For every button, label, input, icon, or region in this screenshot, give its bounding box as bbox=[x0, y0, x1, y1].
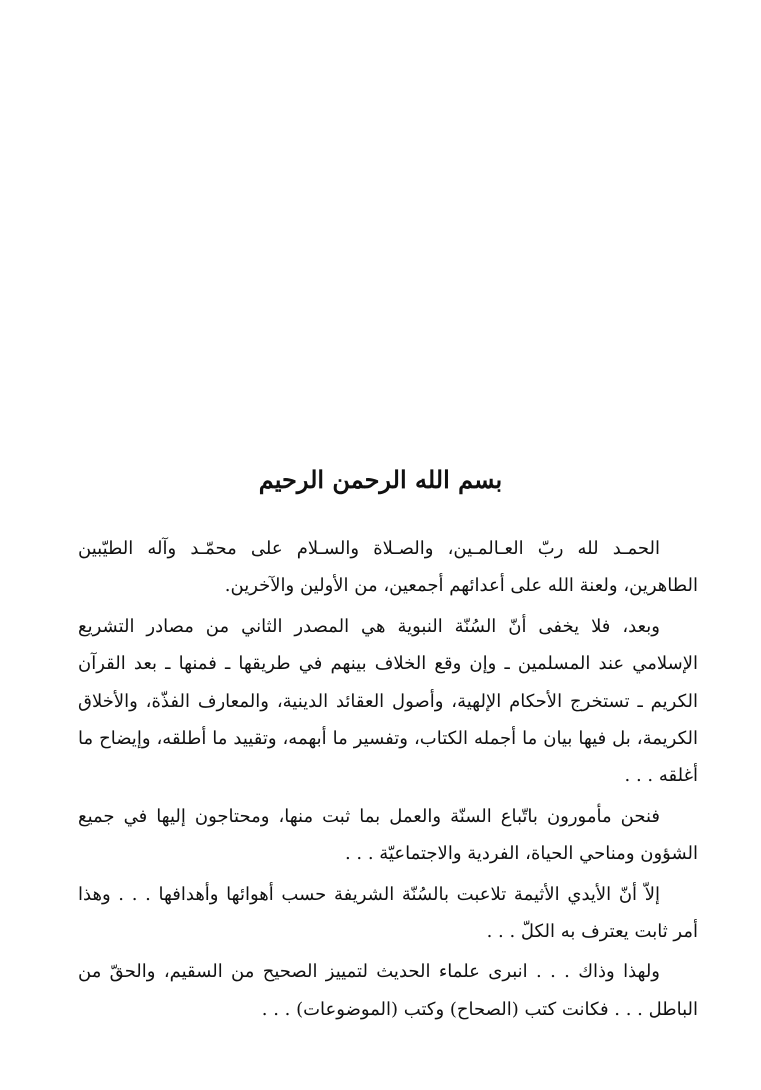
basmala-heading: بسم الله الرحمن الرحيم bbox=[258, 465, 503, 494]
paragraph-hadith-scholars: ولهذا وذاك . . . انبرى علماء الحديث لتمييز الصحيح من السقيم، والحقّ من الباطل . . . فكانت كتب (الصحاح) وكتب (الموضوعات) . . . bbox=[78, 961, 698, 1020]
paragraph-tampering: إلاّ أنّ الأيدي الأثيمة تلاعبت بالسُنّة الشريفة حسب أهوائها وأهدافها . . . وهذا أمر ثابت يعترف به الكلّ . . . bbox=[78, 883, 698, 943]
body-text bbox=[78, 530, 698, 1028]
paragraph-sunnah-source: وبعد، فلا يخفى أنّ السُنّة النبوية هي المصدر الثاني من مصادر التشريع الإسلامي عند المسلمين ـ وإن وقع الخلاف بينهم في طريقها ـ فمنها ـ بعد القرآن الكريم ـ تستخرج الأحكام الإلهية، وأصول العقائد الدينية، والمعارف الفذّة، والأخلاق الكريمة، بل فيها بيان ما أجمله الكتاب، وتفسير ما أبهمه، وتقييد ما أطلقه، وإيضاح ما أغلقه . . . bbox=[78, 615, 698, 787]
paragraph-opening-praise: الحمـد لله ربّ العـالمـين، والصـلاة والسـلام على محمّـد وآله الطيّبين الطاهرين، ولعنة الله على أعدائهم أجمعين، من الأولين والآخرين. bbox=[78, 538, 698, 597]
paragraph-following-sunnah: فنحن مأمورون باتّباع السنّة والعمل بما ثبت منها، ومحتاجون إليها في جميع الشؤون ومناحي الحياة، الفردية والاجتماعيّة . . . bbox=[78, 805, 698, 865]
